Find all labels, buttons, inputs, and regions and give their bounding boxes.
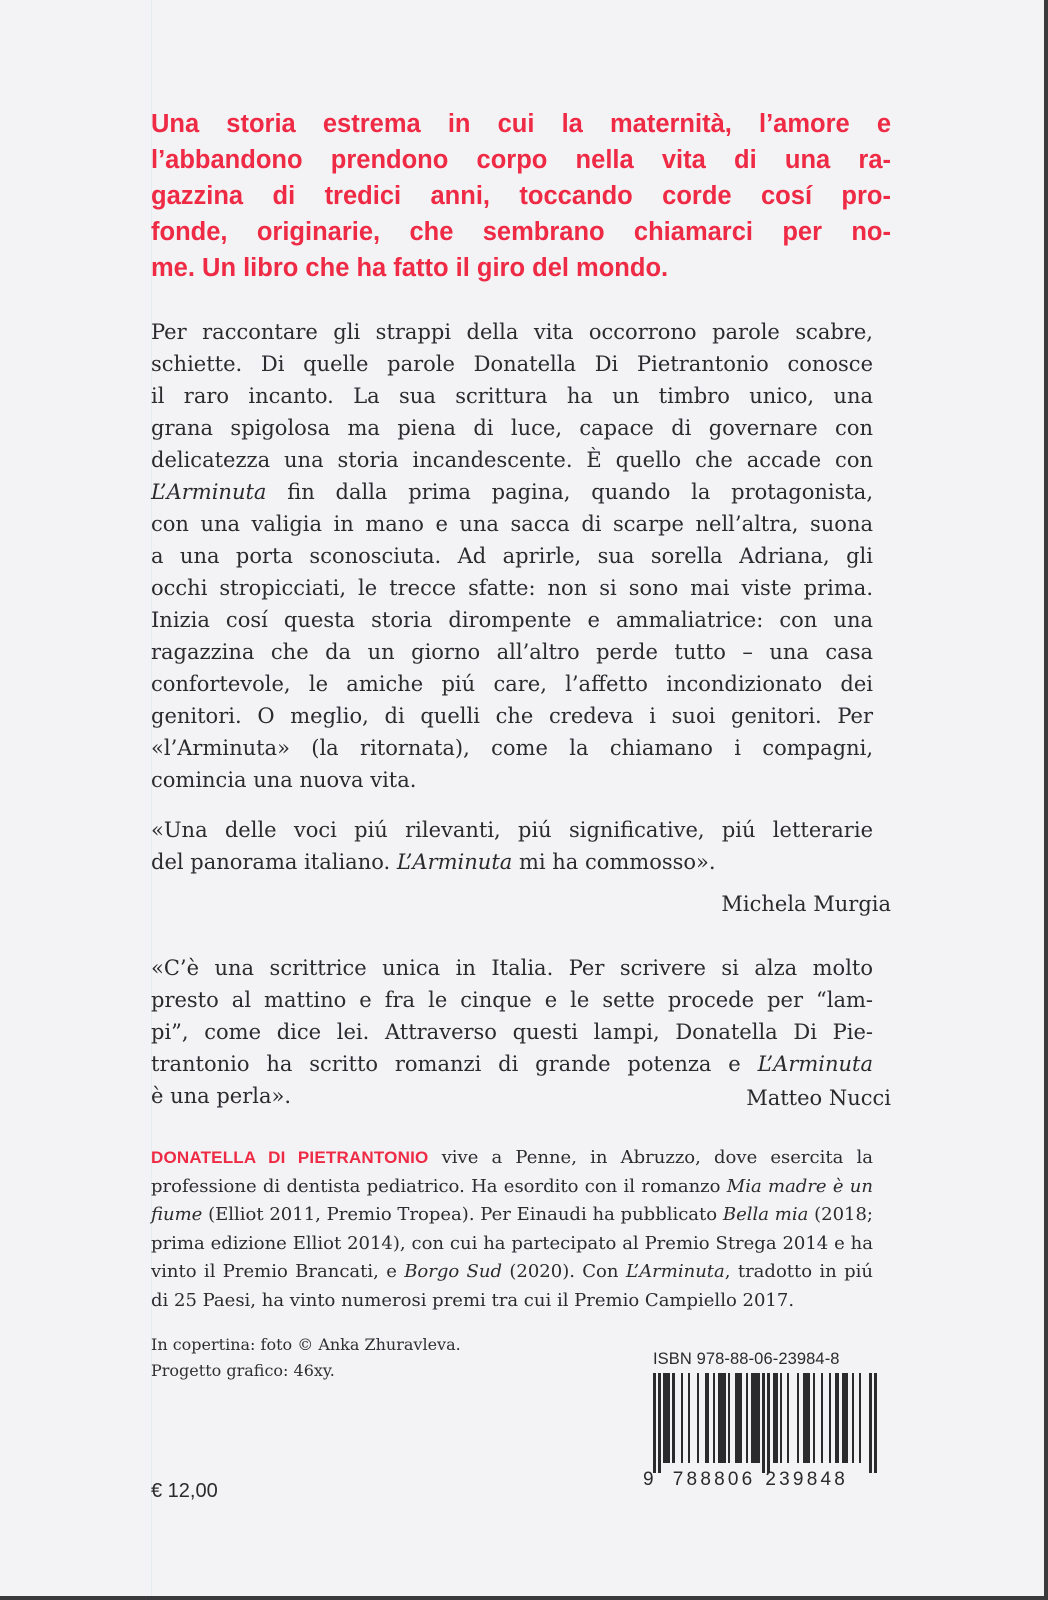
blurb-line: gazzina di tredici anni, toccando corde cosí pro- bbox=[151, 182, 891, 210]
isbn-label: ISBN 978-88-06-23984-8 bbox=[653, 1350, 840, 1368]
bio-text: vinto il Premio Brancati, e bbox=[151, 1261, 405, 1282]
synopsis-paragraph bbox=[151, 316, 873, 796]
synopsis-line-text: fin dalla prima pagina, quando la protagonista, bbox=[266, 480, 873, 504]
quote-line: pi”, come dice lei. Attraverso questi lampi, Donatella Di Pie- bbox=[151, 1020, 873, 1044]
book-title-italic: Mia madre è un bbox=[726, 1175, 873, 1197]
price-label: € 12,00 bbox=[151, 1480, 218, 1502]
synopsis-line: comincia una nuova vita. bbox=[151, 768, 417, 792]
cover-photo-credit: In copertina: foto © Anka Zhuravleva. bbox=[151, 1335, 461, 1354]
author-bio bbox=[151, 1144, 873, 1315]
blurb-line: fonde, originarie, che sembrano chiamarci per no- bbox=[151, 218, 891, 246]
ean-first-digit: 9 bbox=[643, 1469, 657, 1490]
synopsis-line: grana spigolosa ma piena di luce, capace di governare con bbox=[151, 416, 873, 440]
synopsis-line: Per raccontare gli strappi della vita occorrono parole scabre, bbox=[151, 320, 873, 344]
ean-left-digits: 788806 bbox=[672, 1469, 756, 1490]
ean-right-digits: 239848 bbox=[765, 1469, 848, 1490]
bio-text: (2018; bbox=[808, 1204, 874, 1225]
blurb-line: Una storia estrema in cui la maternità, l’amore e bbox=[151, 110, 891, 138]
bio-line bbox=[151, 1201, 873, 1230]
quote-line: «C’è una scrittrice unica in Italia. Per scrivere si alza molto bbox=[151, 956, 873, 980]
bio-text: (Elliot 2011, Premio Tropea). Per Einaudi ha pubblicato bbox=[202, 1204, 723, 1225]
synopsis-line: Inizia cosí questa storia dirompente e ammaliatrice: con una bbox=[151, 608, 873, 632]
blurb-line: l’abbandono prendono corpo nella vita di una ra- bbox=[151, 146, 891, 174]
synopsis-line: genitori. O meglio, di quelli che credeva i suoi genitori. Per bbox=[151, 704, 873, 728]
bio-text: vive a Penne, in Abruzzo, dove esercita la bbox=[428, 1147, 874, 1168]
blurb-headline bbox=[151, 106, 891, 286]
blurb-line: me. Un libro che ha fatto il giro del mondo. bbox=[151, 254, 669, 282]
synopsis-line: schiette. Di quelle parole Donatella Di Pietrantonio conosce bbox=[151, 352, 873, 376]
quote-line: presto al mattino e fra le cinque e le sette procede per “lam- bbox=[151, 988, 873, 1012]
bio-line bbox=[151, 1144, 873, 1173]
quote-text: trantonio ha scritto romanzi di grande potenza e bbox=[151, 1052, 758, 1076]
author-name: DONATELLA DI PIETRANTONIO bbox=[151, 1148, 429, 1167]
book-title-italic: L’Arminuta bbox=[151, 480, 267, 504]
synopsis-line bbox=[151, 476, 873, 508]
bio-line: prima edizione Elliot 2014), con cui ha partecipato al Premio Strega 2014 e ha bbox=[151, 1232, 873, 1254]
book-title-italic: L’Arminuta bbox=[396, 850, 513, 874]
barcode-icon bbox=[653, 1373, 881, 1473]
book-title-italic: L’Arminuta bbox=[625, 1261, 725, 1282]
book-title-italic: fiume bbox=[151, 1204, 203, 1225]
quote-text: del panorama italiano. bbox=[151, 850, 397, 874]
quote-line bbox=[151, 846, 873, 878]
bio-text: (2020). Con bbox=[502, 1261, 626, 1282]
quote-attribution-nucci: Matteo Nucci bbox=[746, 1086, 891, 1110]
synopsis-line: con una valigia in mano e una sacca di scarpe nell’altra, suona bbox=[151, 512, 873, 536]
bio-line: di 25 Paesi, ha vinto numerosi premi tra cui il Premio Campiello 2017. bbox=[151, 1289, 795, 1311]
bio-text: , tradotto in piú bbox=[724, 1261, 873, 1282]
quote-line: è una perla». bbox=[151, 1084, 292, 1108]
synopsis-line: ragazzina che da un giorno all’altro perde tutto – una casa bbox=[151, 640, 873, 664]
graphic-design-credit: Progetto grafico: 46xy. bbox=[151, 1361, 335, 1380]
quote-line: «Una delle voci piú rilevanti, piú significative, piú letterarie bbox=[151, 818, 873, 842]
synopsis-line: «l’Arminuta» (la ritornata), come la chiamano i compagni, bbox=[151, 736, 873, 760]
cover-edge-right bbox=[1044, 0, 1048, 1600]
bio-line bbox=[151, 1173, 873, 1202]
synopsis-line: occhi stropicciati, le trecce sfatte: non si sono mai viste prima. bbox=[151, 576, 873, 600]
cover-edge-bottom bbox=[0, 1596, 1048, 1600]
quote-line bbox=[151, 1048, 873, 1080]
synopsis-line: a una porta sconosciuta. Ad aprirle, sua sorella Adriana, gli bbox=[151, 544, 873, 568]
book-title-italic: Borgo Sud bbox=[404, 1261, 503, 1282]
bio-text: professione di dentista pediatrico. Ha esordito con il romanzo bbox=[151, 1175, 727, 1197]
isbn-barcode-block bbox=[651, 1350, 881, 1473]
quote-murgia bbox=[151, 814, 873, 878]
bio-line bbox=[151, 1258, 873, 1287]
book-title-italic: L’Arminuta bbox=[757, 1052, 873, 1076]
quote-attribution-murgia: Michela Murgia bbox=[721, 892, 891, 916]
synopsis-line: delicatezza una storia incandescente. È quello che accade con bbox=[151, 448, 873, 472]
synopsis-line: confortevole, le amiche piú care, l’affetto incondizionato dei bbox=[151, 672, 873, 696]
ean-digits bbox=[643, 1469, 848, 1491]
quote-text: mi ha commosso». bbox=[512, 850, 716, 874]
book-title-italic: Bella mia bbox=[722, 1204, 809, 1225]
credits bbox=[151, 1332, 461, 1384]
synopsis-line: il raro incanto. La sua scrittura ha un timbro unico, una bbox=[151, 384, 873, 408]
